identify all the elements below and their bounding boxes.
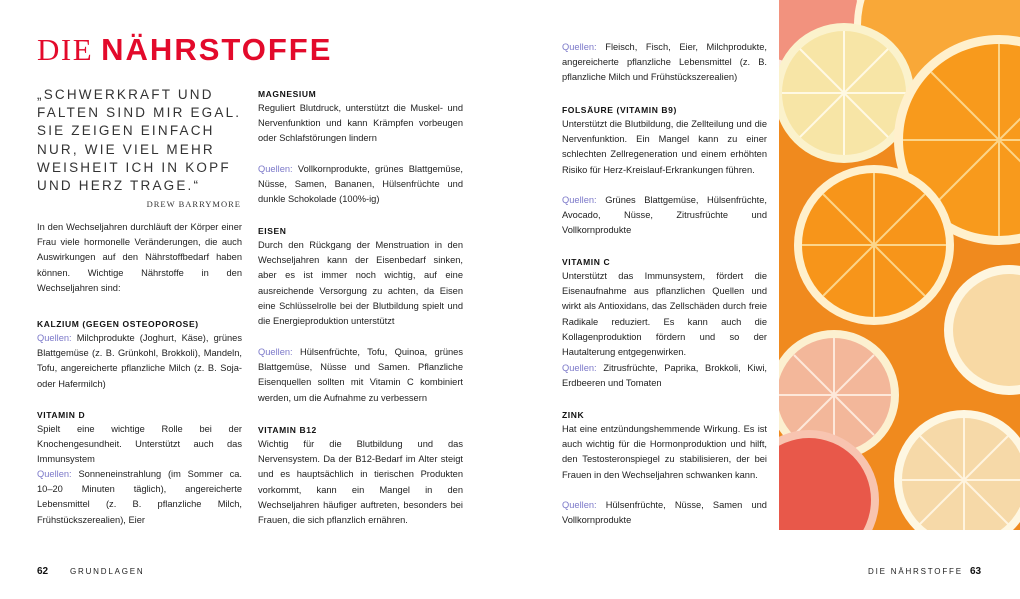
magnesium-text: Reguliert Blutdruck, unterstützt die Muskel- und Nervenfunktion und kann Krämpfen vorbeugen oder Schlafstörungen lindern [258,103,463,144]
heading-eisen: EISEN [258,226,287,236]
kalzium-sources [37,331,242,392]
citrus-illustration [779,0,1020,530]
sources-label: Quellen: [562,42,597,52]
eisen-sources-text: Hülsenfrüchte, Tofu, Quinoa, grünes Blattgemüse, Nüsse und Samen. Pflanzliche Eisenquellen sollten mit Vitamin C kombiniert werden, um die Aufnahme zu verbessern [258,347,463,403]
folsaeure-sources [562,193,767,239]
sources-label: Quellen: [562,195,597,205]
vitamin-d-sources [37,467,242,528]
page-number-left: 62 [37,566,49,577]
running-footer-left: GRUNDLAGEN [70,567,145,576]
heading-vitamin-b12: VITAMIN B12 [258,425,317,435]
sources-label: Quellen: [562,500,597,510]
sources-label: Quellen: [37,333,72,343]
heading-vitamin-c: VITAMIN C [562,257,611,267]
eisen-sources [258,345,463,406]
sources-label: Quellen: [258,164,293,174]
running-footer-right: DIE NÄHRSTOFFE [868,567,963,576]
sources-label: Quellen: [562,363,597,373]
sources-label: Quellen: [37,469,72,479]
vitamin-b12-sources-text: Fleisch, Fisch, Eier, Milchprodukte, angereicherte pflanzliche Lebensmittel (z. B. pflanzliche Milch und Frühstückszerealien) [562,42,767,83]
page-number-right: 63 [970,566,982,577]
quote-author: DREW BARRYMORE [146,199,241,209]
folsaeure-text: Unterstützt die Blutbildung, die Zellteilung und die Nervenfunktion. Ein Mangel kann zu einer schlechten Zellregeneration und einem erhöhten Risiko für Herz-Kreislauf-Erkrankungen führen. [562,119,767,175]
intro-paragraph: In den Wechseljahren durchläuft der Körper einer Frau viele hormonelle Veränderungen, die auch Auswirkungen auf den Nährstoffbedarf haben können. Wichtige Nährstoffe in den Wechseljahren sind: [37,222,242,293]
title-part-serif: DIE [37,32,94,67]
heading-magnesium: MAGNESIUM [258,89,317,99]
title-part-bold: NÄHRSTOFFE [101,32,333,67]
zink-sources-text: Hülsenfrüchte, Nüsse, Samen und Vollkornprodukte [562,500,767,526]
vitamin-c-sources [562,361,767,391]
magnesium-sources-text: Vollkornprodukte, grünes Blattgemüse, Nüsse, Samen, Bananen, Hülsenfrüchte und dunkle Schokolade (100%-ig) [258,164,463,205]
heading-folsaeure: FOLSÄURE (VITAMIN B9) [562,105,677,115]
vitamin-b12-text: Wichtig für die Blutbildung und das Nervensystem. Da der B12-Bedarf im Alter steigt und es hauptsächlich in tierischen Produkten vorkommt, kann ein Mangel in den Wechseljahren häufiger auftreten, besonders bei Frauen, die sich pflanzlich ernähren. [258,439,463,526]
vitamin-c-sources-text: Zitrusfrüchte, Paprika, Brokkoli, Kiwi, Erdbeeren und Tomaten [562,363,767,389]
eisen-text: Durch den Rückgang der Menstruation in den Wechseljahren kann der Eisenbedarf sinken, aber es ist immer noch wichtig, auf eine ausreichende Versorgung zu achten, da Eisen eine Schlüsselrolle bei der Blutbildung spielt und die Energieproduktion unterstützt [258,240,463,327]
vitamin-d-text: Spielt eine wichtige Rolle bei der Knochengesundheit. Unterstützt auch das Immunsystem [37,424,242,465]
magnesium-sources [258,162,463,208]
zink-sources [562,498,767,528]
kalzium-sources-text: Milchprodukte (Joghurt, Käse), grünes Blattgemüse (z. B. Grünkohl, Brokkoli), Mandeln, Tofu, angereicherte pflanzliche Milch (z. B. Soja- oder Hafermilch) [37,333,242,389]
citrus-slices-photo [779,0,1020,530]
heading-vitamin-d: VITAMIN D [37,410,86,420]
quote-text: „SCHWERKRAFT UND FALTEN SIND MIR EGAL. SIE ZEIGEN EINFACH NUR, WIE VIEL MEHR WEISHEIT ICH IN KOPF UND HERZ TRAGE.“ [37,87,242,194]
page-title [37,30,332,70]
heading-zink: ZINK [562,410,585,420]
vitamin-c-text: Unterstützt das Immunsystem, fördert die Eisenaufnahme aus pflanzlichen Quellen und wirkt als Antioxidans, das Zellschäden durch freie Radikale reduziert. Es kann auch die Kollagenproduktion fördern und so der Hautalterung entgegenwirken. [562,271,767,358]
vitamin-d-sources-text: Sonneneinstrahlung (im Sommer ca. 10–20 Minuten täglich), angereicherte Lebensmittel (z. B. pflanzliche Milch, Frühstückszerealien), Eier [37,469,242,525]
zink-text: Hat eine entzündungshemmende Wirkung. Es ist auch wichtig für die Hormonproduktion und hilft, den Testosteronspiegel zu stabilisieren, der bei Frauen in den Wechseljahren schwanken kann. [562,424,767,480]
sources-label: Quellen: [258,347,293,357]
heading-kalzium: KALZIUM (GEGEN OSTEOPOROSE) [37,319,199,329]
vitamin-b12-sources [562,40,767,86]
folsaeure-sources-text: Grünes Blattgemüse, Hülsenfrüchte, Avocado, Nüsse, Zitrusfrüchte und Vollkornprodukte [562,195,767,236]
